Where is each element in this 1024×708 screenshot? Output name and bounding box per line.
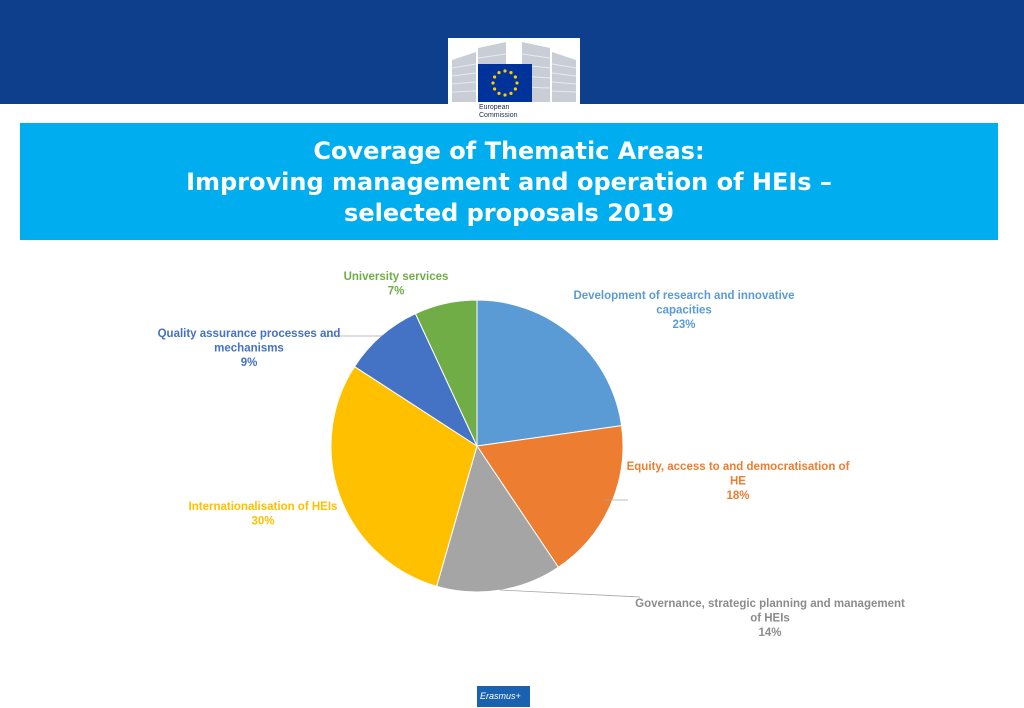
eu-star-icon xyxy=(493,75,496,78)
slice-name-label: Internationalisation of HEIs xyxy=(188,501,338,513)
slice-value-label: 9% xyxy=(240,357,258,369)
eu-star-icon xyxy=(515,81,518,84)
slice-label-4 xyxy=(189,501,338,528)
eu-star-icon xyxy=(509,71,512,74)
pie-chart xyxy=(0,240,1024,680)
slice-name-label: Equity, access to and democratisation of xyxy=(626,461,850,473)
logo-text: European Commission xyxy=(479,104,518,119)
eu-star-icon xyxy=(493,87,496,90)
slice-value-label: 18% xyxy=(726,490,750,502)
title-line-3: selected proposals 2019 xyxy=(344,199,674,227)
slice-name-label: University services xyxy=(343,271,449,283)
slice-name-label: of HEIs xyxy=(750,612,790,625)
erasmus-plus-badge: Erasmus+ xyxy=(477,686,530,707)
title-line-2: Improving management and operation of HEIs – xyxy=(186,168,832,196)
slice-name-label: capacities xyxy=(656,304,712,317)
slice-value-label: 23% xyxy=(672,319,696,331)
slice-label-3 xyxy=(635,598,905,639)
page-title xyxy=(20,136,998,229)
slice-label-2 xyxy=(627,461,850,502)
eu-star-icon xyxy=(514,87,517,90)
eu-star-icon xyxy=(503,93,506,96)
slice-label-1 xyxy=(573,290,794,331)
slice-name-label: HE xyxy=(730,475,746,488)
slice-name-label: mechanisms xyxy=(214,342,284,355)
title-line-1: Coverage of Thematic Areas: xyxy=(313,137,705,165)
eu-star-icon xyxy=(491,81,494,84)
eu-star-icon xyxy=(503,69,506,72)
leader-line-3 xyxy=(500,590,640,597)
slice-value-label: 14% xyxy=(758,627,782,639)
slice-name-label: Quality assurance processes and xyxy=(157,328,341,340)
eu-star-icon xyxy=(497,92,500,95)
slice-label-5 xyxy=(158,328,341,369)
eu-star-icon xyxy=(514,75,517,78)
slice-label-6 xyxy=(344,271,449,298)
pie-slice-1 xyxy=(477,300,622,446)
slice-value-label: 7% xyxy=(387,285,405,298)
slice-name-label: Governance, strategic planning and management xyxy=(635,598,905,610)
eu-star-icon xyxy=(509,92,512,95)
slice-value-label: 30% xyxy=(251,515,275,528)
eu-star-icon xyxy=(497,71,500,74)
slice-name-label: Development of research and innovative xyxy=(573,290,795,302)
pie-slices xyxy=(331,300,623,592)
